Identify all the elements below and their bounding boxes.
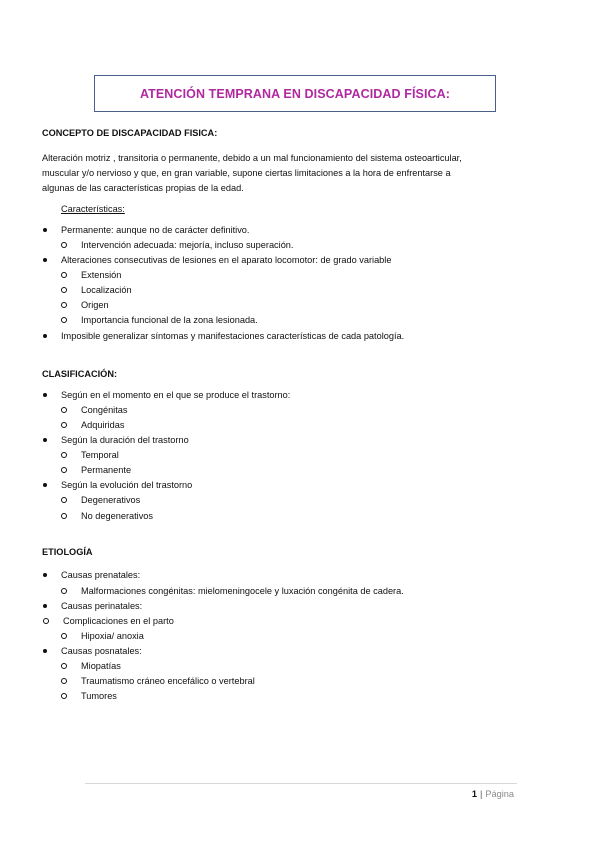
list-item [61,586,404,596]
list-item-text: Temporal [81,450,119,460]
clasificacion-heading: CLASIFICACIÓN: [42,369,118,379]
list-item-text: Causas prenatales: [61,570,141,580]
list-item-text: Origen [81,300,109,310]
list-item [42,331,404,341]
bullet-circle-icon [61,633,67,639]
list-item-text: Según la duración del trastorno [61,435,189,445]
bullet-circle-icon [61,422,67,428]
list-item-text: Hipoxia/ anoxia [81,631,144,641]
list-item-text: Congénitas [81,405,128,415]
bullet-circle-icon [61,242,67,248]
concepto-line: algunas de las características propias de la edad. [42,183,244,193]
list-item [61,420,124,430]
bullet-circle-icon [61,693,67,699]
list-item-text: Importancia funcional de la zona lesionada. [81,315,258,325]
list-item [61,315,258,325]
bullet-circle-icon [61,588,67,594]
bullet-circle-icon [61,317,67,323]
list-item-text: Traumatismo cráneo encefálico o vertebral [81,676,255,686]
list-item-text: Según en el momento en el que se produce el trastorno: [61,390,291,400]
list-item-text: Alteraciones consecutivas de lesiones en el aparato locomotor: de grado variable [61,255,392,265]
list-item-text: Causas perinatales: [61,601,143,611]
page-footer [472,789,514,799]
list-item [61,495,140,505]
list-item-text: Imposible generalizar síntomas y manifestaciones características de cada patología. [61,331,405,341]
list-item [42,570,140,580]
bullet-circle-icon [61,407,67,413]
list-item [42,616,174,626]
bullet-dot-icon [43,438,47,442]
page-label: Página [485,789,514,799]
list-item [42,646,142,656]
bullet-dot-icon [43,258,47,262]
list-item [61,405,127,415]
caracteristicas-subheading: Características: [61,204,125,214]
bullet-dot-icon [43,393,47,397]
bullet-circle-icon [61,467,67,473]
list-item [42,390,290,400]
concepto-line: muscular y/o nervioso y que, en gran variable, supone ciertas limitaciones a la hora de enfrentarse a [42,168,451,178]
list-item [61,450,119,460]
document-title: ATENCIÓN TEMPRANA EN DISCAPACIDAD FÍSICA: [139,86,451,101]
list-item [61,676,255,686]
concepto-paragraph [42,151,532,196]
bullet-dot-icon [43,649,47,653]
list-item [61,661,121,671]
bullet-dot-icon [43,604,47,608]
list-item [61,631,144,641]
list-item [42,435,189,445]
list-item [61,240,293,250]
list-item-text: No degenerativos [81,511,154,521]
etiologia-heading: ETIOLOGÍA [42,547,93,557]
bullet-circle-icon [61,272,67,278]
list-item-text: Según la evolución del trastorno [61,480,193,490]
bullet-circle-icon [61,302,67,308]
list-item [42,601,142,611]
list-item-text: Permanente [81,465,132,475]
list-item-text: Causas posnatales: [61,646,142,656]
list-item-text: Malformaciones congénitas: mielomeningocele y luxación congénita de cadera. [81,586,404,596]
page-number: 1 [471,789,477,799]
bullet-dot-icon [43,228,47,232]
bullet-circle-icon [61,678,67,684]
list-item-text: Permanente: aunque no de carácter definitivo. [61,225,250,235]
footer-divider [85,783,517,784]
concepto-line: Alteración motriz , transitoria o permanente, debido a un mal funcionamiento del sistema osteoarticular, [42,153,462,163]
title-box [94,75,496,112]
concepto-heading: CONCEPTO DE DISCAPACIDAD FISICA: [42,128,218,138]
bullet-dot-icon [43,334,47,338]
list-item [61,270,121,280]
bullet-circle-icon [61,663,67,669]
bullet-circle-icon [61,452,67,458]
list-item [61,511,153,521]
list-item-text: Intervención adecuada: mejoría, incluso superación. [81,240,294,250]
bullet-circle-icon [61,287,67,293]
list-item [42,225,249,235]
bullet-circle-icon [61,513,67,519]
list-item-text: Adquiridas [81,420,125,430]
list-item-text: Extensión [81,270,122,280]
footer-separator: | [480,789,483,799]
list-item-text: Degenerativos [81,495,141,505]
list-item-text: Localización [81,285,132,295]
list-item [61,300,109,310]
list-item [61,465,131,475]
list-item [42,255,391,265]
bullet-dot-icon [43,573,47,577]
list-item [61,285,132,295]
bullet-circle-icon [43,618,49,624]
bullet-circle-icon [61,497,67,503]
bullet-dot-icon [43,483,47,487]
list-item-text: Tumores [81,691,117,701]
list-item-text: Miopatías [81,661,121,671]
list-item-text: Complicaciones en el parto [63,616,174,626]
list-item [61,691,117,701]
list-item [42,480,192,490]
